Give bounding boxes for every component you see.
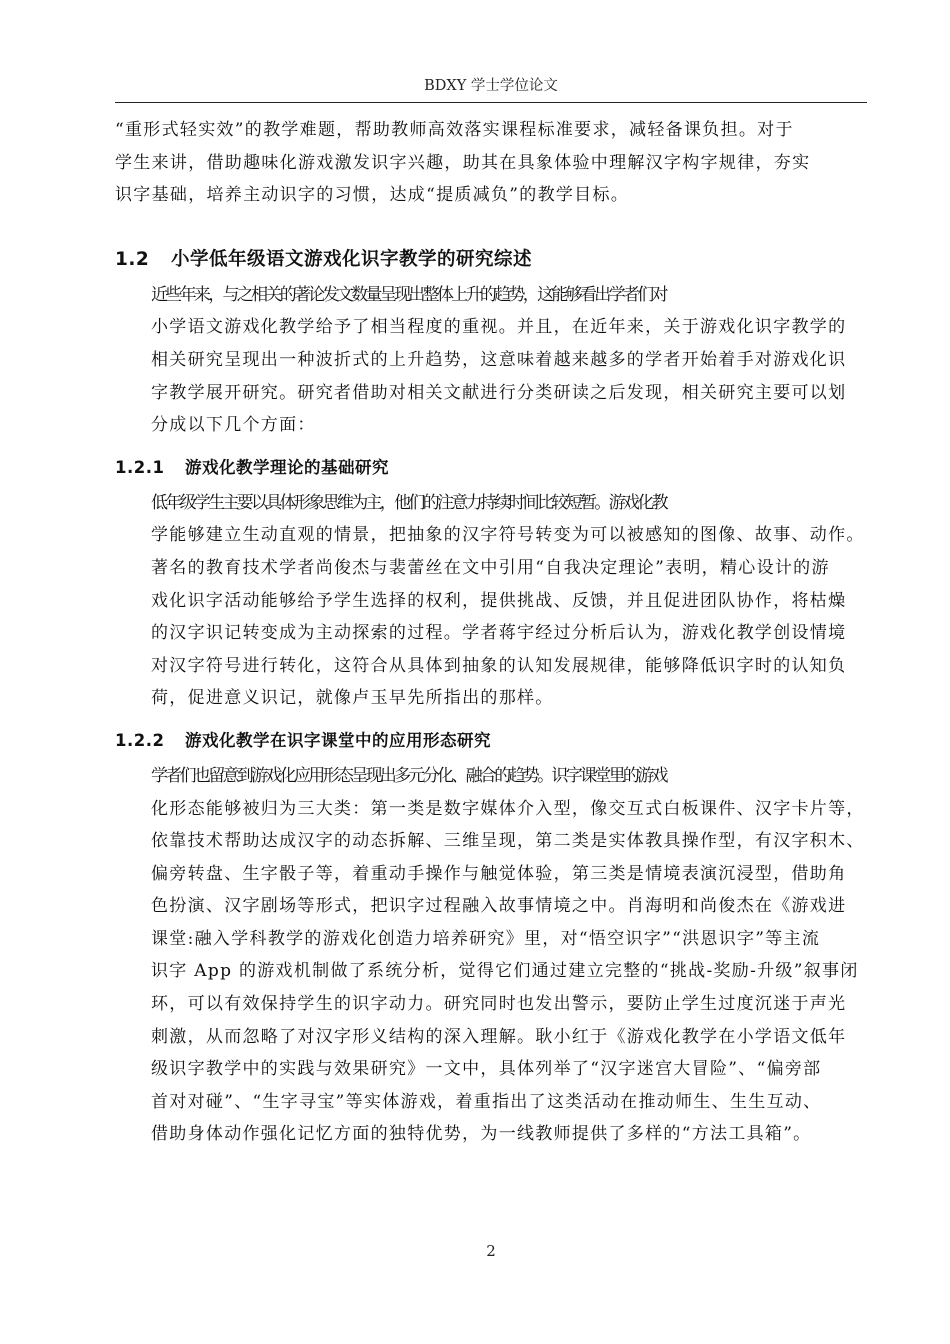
section-title: 小学低年级语文游戏化识字教学的研究综述 (171, 248, 533, 270)
intro-paragraph (115, 114, 867, 212)
header-divider (115, 102, 867, 103)
text-line: 对汉字符号进行转化，这符合从具体到抽象的认知发展规律，能够降低识字时的认知负 (151, 655, 847, 676)
section-number: 1.2.2 (115, 730, 165, 750)
page-body (115, 114, 867, 1151)
text-line: 色扮演、汉字剧场等形式，把识字过程融入故事情境之中。肖海明和尚俊杰在《游戏进 (151, 896, 847, 917)
text-line: 学能够建立生动直观的情景，把抽象的汉字符号转变为可以被感知的图像、故事、动作。 (151, 525, 865, 546)
section-heading-1-2 (115, 244, 867, 276)
text-line: 依靠技术帮助达成汉字的动态拆解、三维呈现，第二类是实体教具操作型，有汉字积木、 (151, 831, 865, 852)
text-line: 借助身体动作强化记忆方面的独特优势，为一线教师提供了多样的“方法工具箱”。 (151, 1124, 812, 1145)
section-1-2-paragraph (115, 279, 867, 442)
text-line: 学生来讲，借助趣味化游戏激发识字兴趣，助其在具象体验中理解汉字构字规律，夯实 (115, 152, 811, 173)
text-line: 字教学展开研究。研究者借助对相关文献进行分类研读之后发现，相关研究主要可以划 (151, 382, 847, 403)
text-line: 偏旁转盘、生字骰子等，着重动手操作与触觉体验，第三类是情境表演沉浸型，借助角 (151, 863, 847, 884)
text-line: 小学语文游戏化教学给予了相当程度的重视。并且，在近年来，关于游戏化识字教学的 (151, 317, 847, 338)
text-line: “重形式轻实效”的教学难题，帮助教师高效落实课程标准要求，减轻备课负担。对于 (115, 120, 794, 140)
text-line: 课堂:融入学科教学的游戏化创造力培养研究》里，对“悟空识字”“洪恩识字”等主流 (151, 928, 821, 949)
section-heading-1-2-2 (115, 725, 867, 757)
text-line: 著名的教育技术学者尚俊杰与裴蕾丝在文中引用“自我决定理论”表明，精心设计的游 (151, 557, 830, 578)
text-line: 分成以下几个方面： (151, 415, 316, 436)
text-line: 环，可以有效保持学生的识字动力。研究同时也发出警示，要防止学生过度沉迷于声光 (151, 994, 847, 1015)
text-line: 化形态能够被归为三大类：第一类是数字媒体介入型，像交互式白板课件、汉字卡片等， (151, 798, 865, 819)
text-line: 识字 App 的游戏机制做了系统分析，觉得它们通过建立完整的“挑战-奖励-升级”叙事闭 (151, 961, 859, 982)
text-line: 戏化识字活动能够给予学生选择的权利，提供挑战、反馈，并且促进团队协作，将枯燥 (151, 590, 847, 611)
section-1-2-1-paragraph (115, 487, 867, 715)
text-line: 低年级学生主要以具体形象思维为主，他们的注意力持续时间比较短暂。游戏化教 (151, 492, 666, 513)
text-line: 识字基础，培养主动识字的习惯，达成“提质减负”的教学目标。 (115, 185, 630, 206)
text-line: 首对对碰”、“生字寻宝”等实体游戏，着重指出了这类活动在推动师生、生生互动、 (151, 1091, 822, 1112)
section-title: 游戏化教学理论的基础研究 (185, 457, 389, 477)
text-line: 刺激，从而忽略了对汉字形义结构的深入理解。耿小红于《游戏化教学在小学语文低年 (151, 1026, 847, 1047)
text-line: 的汉字识记转变成为主动探索的过程。学者蒋宇经过分析后认为，游戏化教学创设情境 (151, 623, 847, 644)
section-1-2-2-paragraph (115, 760, 867, 1151)
section-title: 游戏化教学在识字课堂中的应用形态研究 (185, 730, 491, 750)
section-number: 1.2 (115, 248, 150, 270)
page-header: BDXY 学士学位论文 (424, 78, 558, 94)
text-line: 荷，促进意义识记，就像卢玉早先所指出的那样。 (151, 688, 554, 709)
text-line: 级识字教学中的实践与效果研究》一文中，具体列举了“汉字迷宫大冒险”、“偏旁部 (151, 1059, 822, 1080)
text-line: 近些年来，与之相关的著论发文数量呈现出整体上升的趋势，这能够看出学者们对 (151, 284, 666, 305)
page-number: 2 (486, 1242, 496, 1260)
section-number: 1.2.1 (115, 457, 165, 477)
section-heading-1-2-1 (115, 452, 867, 484)
text-line: 学者们也留意到游戏化应用形态呈现出多元分化、融合的趋势。识字课堂里的游戏 (151, 765, 666, 786)
text-line: 相关研究呈现出一种波折式的上升趋势，这意味着越来越多的学者开始着手对游戏化识 (151, 349, 847, 370)
